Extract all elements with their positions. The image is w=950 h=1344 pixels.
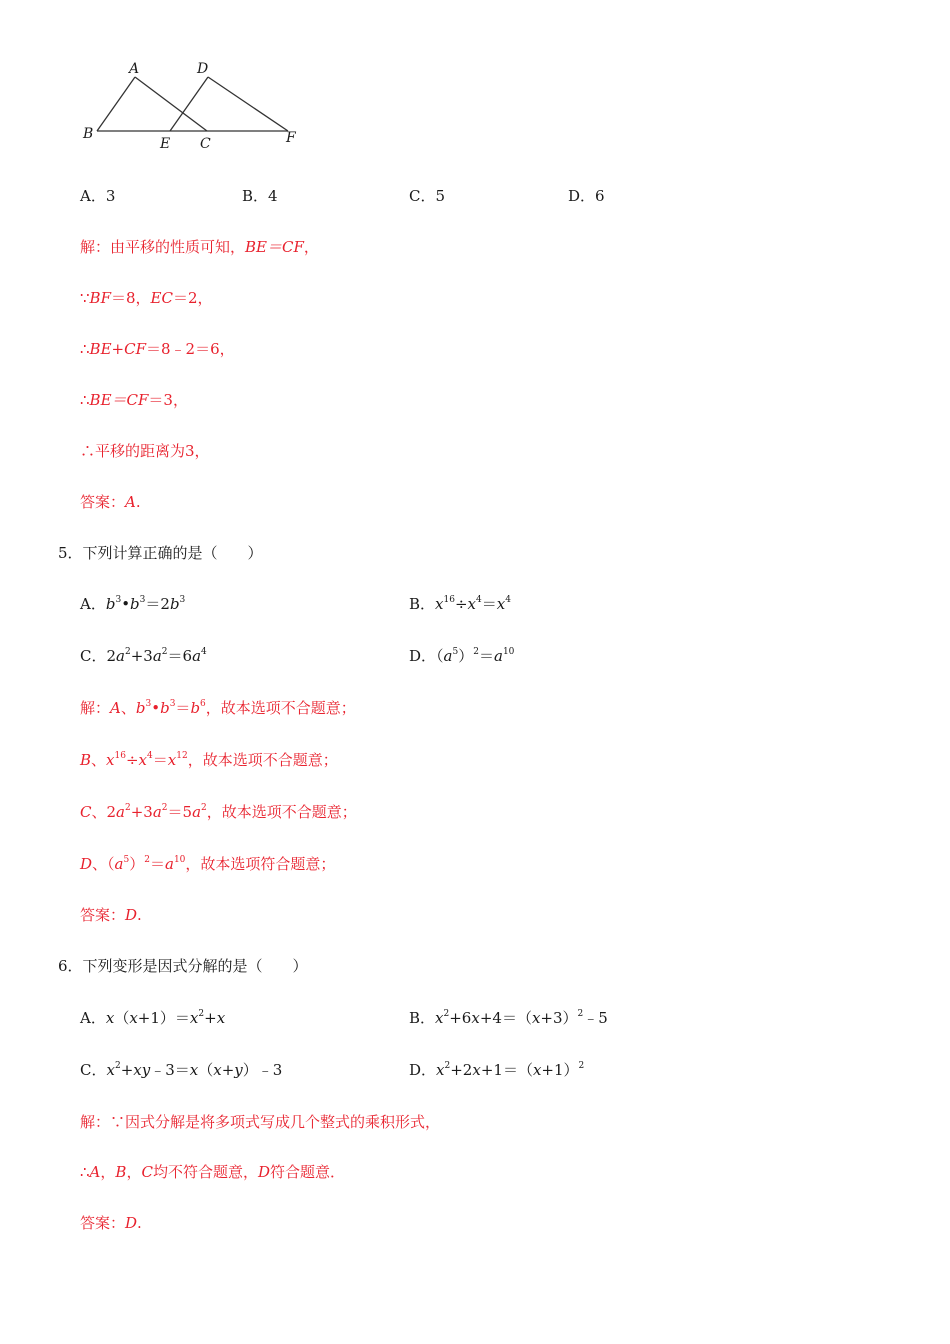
q6-option-d: D．$x^2+2x+1=(x+1)^2$ (409, 1061, 585, 1079)
q4-solution-line-1: 解：由平移的性质可知，BE＝CF， (80, 238, 319, 256)
q6-solution-line-1: 解：∵因式分解是将多项式写成几个整式的乘积形式， (80, 1113, 441, 1131)
q4-option-b: B．4 (242, 187, 278, 205)
q4-solution-line-5: ∴平移的距离为3， (80, 442, 210, 460)
q6-option-c: C．$x^2+xy﹣3=x(x+y)﹣3$ (80, 1061, 283, 1079)
q4-option-c: C．5 (409, 187, 446, 205)
q5-option-c: C．$2a^2+3a^2=6a^4$ (80, 647, 207, 665)
q6-option-b: B．$x^2+6x+4=(x+3)^2﹣5$ (409, 1009, 608, 1027)
segment-ac (135, 77, 207, 131)
q4-option-a: A．3 (80, 187, 116, 205)
q5-answer: 答案：D. (80, 906, 142, 924)
q5-solution-a: 解：A、$b^3•b^3=b^6$，故本选项不合题意； (80, 699, 356, 717)
segment-ab (97, 77, 135, 131)
label-c: C (200, 136, 211, 152)
label-f: F (286, 130, 296, 146)
translation-figure (75, 58, 335, 158)
q5-option-b: B．$x^{16}\div x^4=x^4$ (409, 595, 511, 613)
q5-option-a: A．$b^3•b^3=2b^3$ (80, 595, 186, 613)
segment-ed (170, 77, 208, 131)
q5-solution-c: C、$2a^2+3a^2=5a^2$，故本选项不合题意； (80, 803, 357, 821)
q4-option-d: D．6 (568, 187, 605, 205)
q6-answer: 答案：D. (80, 1214, 142, 1232)
label-e: E (160, 136, 171, 152)
q6-solution-line-2: ∴A，B，C均不符合题意，D符合题意． (80, 1163, 345, 1181)
q4-solution-line-3: ∴BE+CF＝8﹣2＝6， (80, 340, 235, 358)
q6-stem: 6．下列变形是因式分解的是（ ） (58, 957, 308, 975)
label-b: B (83, 126, 94, 142)
q4-solution-line-2: ∵BF＝8，EC＝2， (80, 289, 213, 307)
q5-solution-d: D、$(a^5)^2=a^{10}$，故本选项符合题意； (80, 855, 336, 873)
label-d: D (197, 61, 209, 77)
label-a: A (129, 61, 140, 77)
q6-option-a: A．$x(x+1)=x^2+x$ (80, 1009, 226, 1027)
q5-stem: 5．下列计算正确的是（ ） (58, 544, 263, 562)
segment-df (208, 77, 288, 131)
q4-solution-line-4: ∴BE＝CF＝3， (80, 391, 188, 409)
q4-answer: 答案：A. (80, 493, 141, 511)
q5-option-d: D．$(a^5)^2=a^{10}$ (409, 647, 515, 665)
q5-solution-b: B、$x^{16}\div x^4=x^{12}$，故本选项不合题意； (80, 751, 338, 769)
